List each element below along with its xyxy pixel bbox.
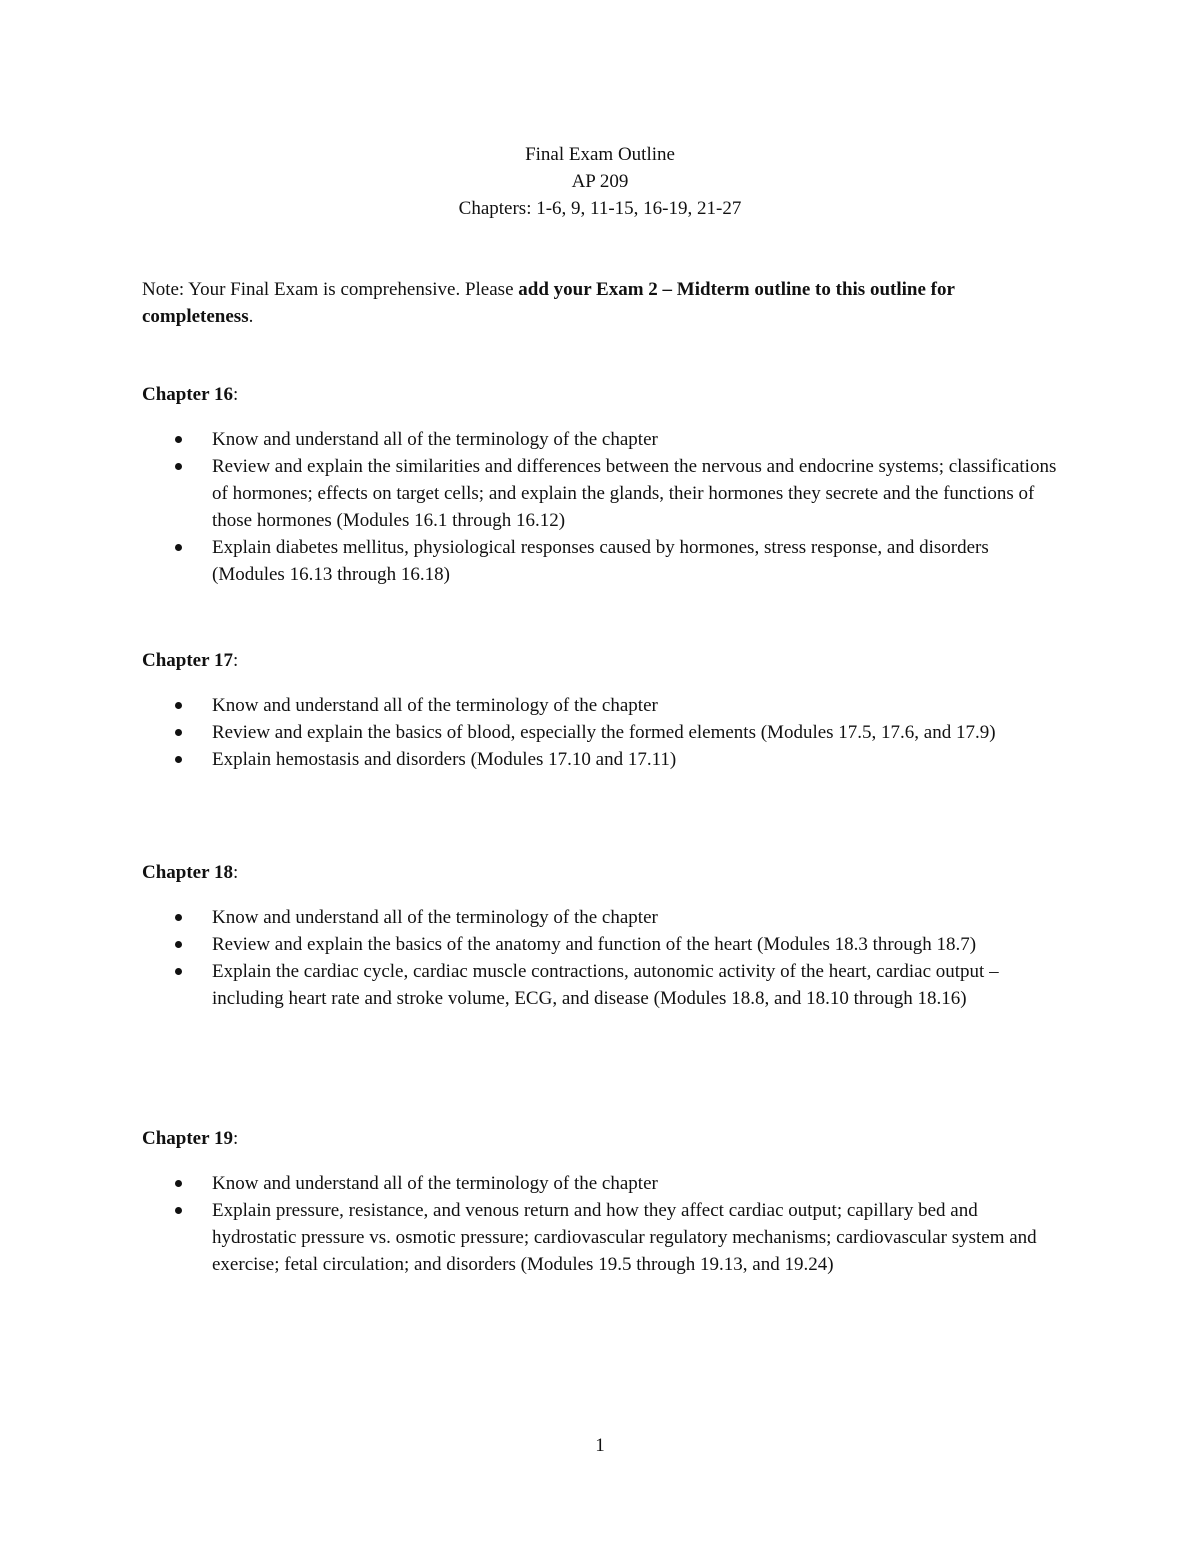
list-item-text: Know and understand all of the terminology of the chapter <box>212 1173 658 1194</box>
bullet-icon <box>175 756 182 763</box>
list-item-text: Explain the cardiac cycle, cardiac muscle contractions, autonomic activity of the heart, cardiac output – including heart rate and stroke volume, ECG, and disease (Modules 18.8, and 18.10 through 18.16) <box>212 961 999 1009</box>
note-bold-instruction: add your Exam 2 – Midterm outline to this outline for completeness <box>142 279 955 327</box>
chapters-line: Chapters: 1-6, 9, 11-15, 16-19, 21-27 <box>458 198 742 219</box>
chapter-heading-colon: : <box>232 384 239 405</box>
bullet-list <box>142 1170 1062 1278</box>
page-number: 1 <box>595 1435 605 1456</box>
list-item <box>142 453 1062 534</box>
chapter-heading-colon: : <box>232 1128 239 1149</box>
bullet-icon <box>175 1207 182 1214</box>
bullet-list <box>142 692 1062 773</box>
list-item-text: Explain pressure, resistance, and venous return and how they affect cardiac output; capillary bed and hydrostatic pressure vs. osmotic pressure; cardiovascular regulatory mechanisms; cardiovascular system and exercise; fetal circulation; and disorders (Modules 19.5 through 19.13, and 19.24) <box>212 1200 1037 1275</box>
chapter-heading <box>142 647 1062 674</box>
chapter-heading-text: Chapter 18 <box>142 862 233 883</box>
bullet-icon <box>175 729 182 736</box>
list-item-text: Review and explain the basics of the anatomy and function of the heart (Modules 18.3 through 18.7) <box>212 934 977 955</box>
bullet-icon <box>175 914 182 921</box>
bullet-icon <box>175 463 182 470</box>
list-item-text: Review and explain the similarities and differences between the nervous and endocrine systems; classifications of hormones; effects on target cells; and explain the glands, their hormones they secrete and the functions of those hormones (Modules 16.1 through 16.12) <box>212 456 1057 531</box>
chapter-heading <box>142 1125 1062 1152</box>
list-item <box>142 958 1062 1012</box>
chapter-heading-colon: : <box>232 862 239 883</box>
chapter-heading-text: Chapter 16 <box>142 384 233 405</box>
bullet-icon <box>175 436 182 443</box>
bullet-list <box>142 426 1062 588</box>
list-item-text: Know and understand all of the terminology of the chapter <box>212 695 658 716</box>
chapter-heading-text: Chapter 19 <box>142 1128 233 1149</box>
list-item <box>142 904 1062 931</box>
list-item <box>142 719 1062 746</box>
bullet-icon <box>175 544 182 551</box>
list-item-text: Know and understand all of the terminology of the chapter <box>212 907 658 928</box>
note-paragraph <box>142 276 1062 330</box>
document-header <box>0 141 1200 222</box>
chapter-17-section <box>142 647 1062 773</box>
list-item <box>142 1170 1062 1197</box>
bullet-icon <box>175 941 182 948</box>
chapter-heading-colon: : <box>232 650 239 671</box>
chapter-19-section <box>142 1125 1062 1278</box>
chapter-heading <box>142 859 1062 886</box>
list-item <box>142 426 1062 453</box>
note-suffix: . <box>248 306 254 327</box>
chapter-18-section <box>142 859 1062 1012</box>
chapter-heading <box>142 381 1062 408</box>
list-item-text: Explain diabetes mellitus, physiological responses caused by hormones, stress response, and disorders (Modules 16.13 through 16.18) <box>212 537 989 585</box>
list-item-text: Know and understand all of the terminology of the chapter <box>212 429 658 450</box>
list-item <box>142 534 1062 588</box>
list-item-text: Review and explain the basics of blood, especially the formed elements (Modules 17.5, 17.6, and 17.9) <box>212 722 996 743</box>
list-item <box>142 692 1062 719</box>
course-code: AP 209 <box>571 171 629 192</box>
bullet-icon <box>175 702 182 709</box>
list-item-text: Explain hemostasis and disorders (Modules 17.10 and 17.11) <box>212 749 677 770</box>
chapter-heading-text: Chapter 17 <box>142 650 233 671</box>
note-prefix: Note: Your Final Exam is comprehensive. Please <box>142 279 519 300</box>
list-item <box>142 746 1062 773</box>
chapter-16-section <box>142 381 1062 588</box>
bullet-icon <box>175 1180 182 1187</box>
list-item <box>142 931 1062 958</box>
document-title: Final Exam Outline <box>525 144 675 165</box>
bullet-icon <box>175 968 182 975</box>
bullet-list <box>142 904 1062 1012</box>
list-item <box>142 1197 1062 1278</box>
